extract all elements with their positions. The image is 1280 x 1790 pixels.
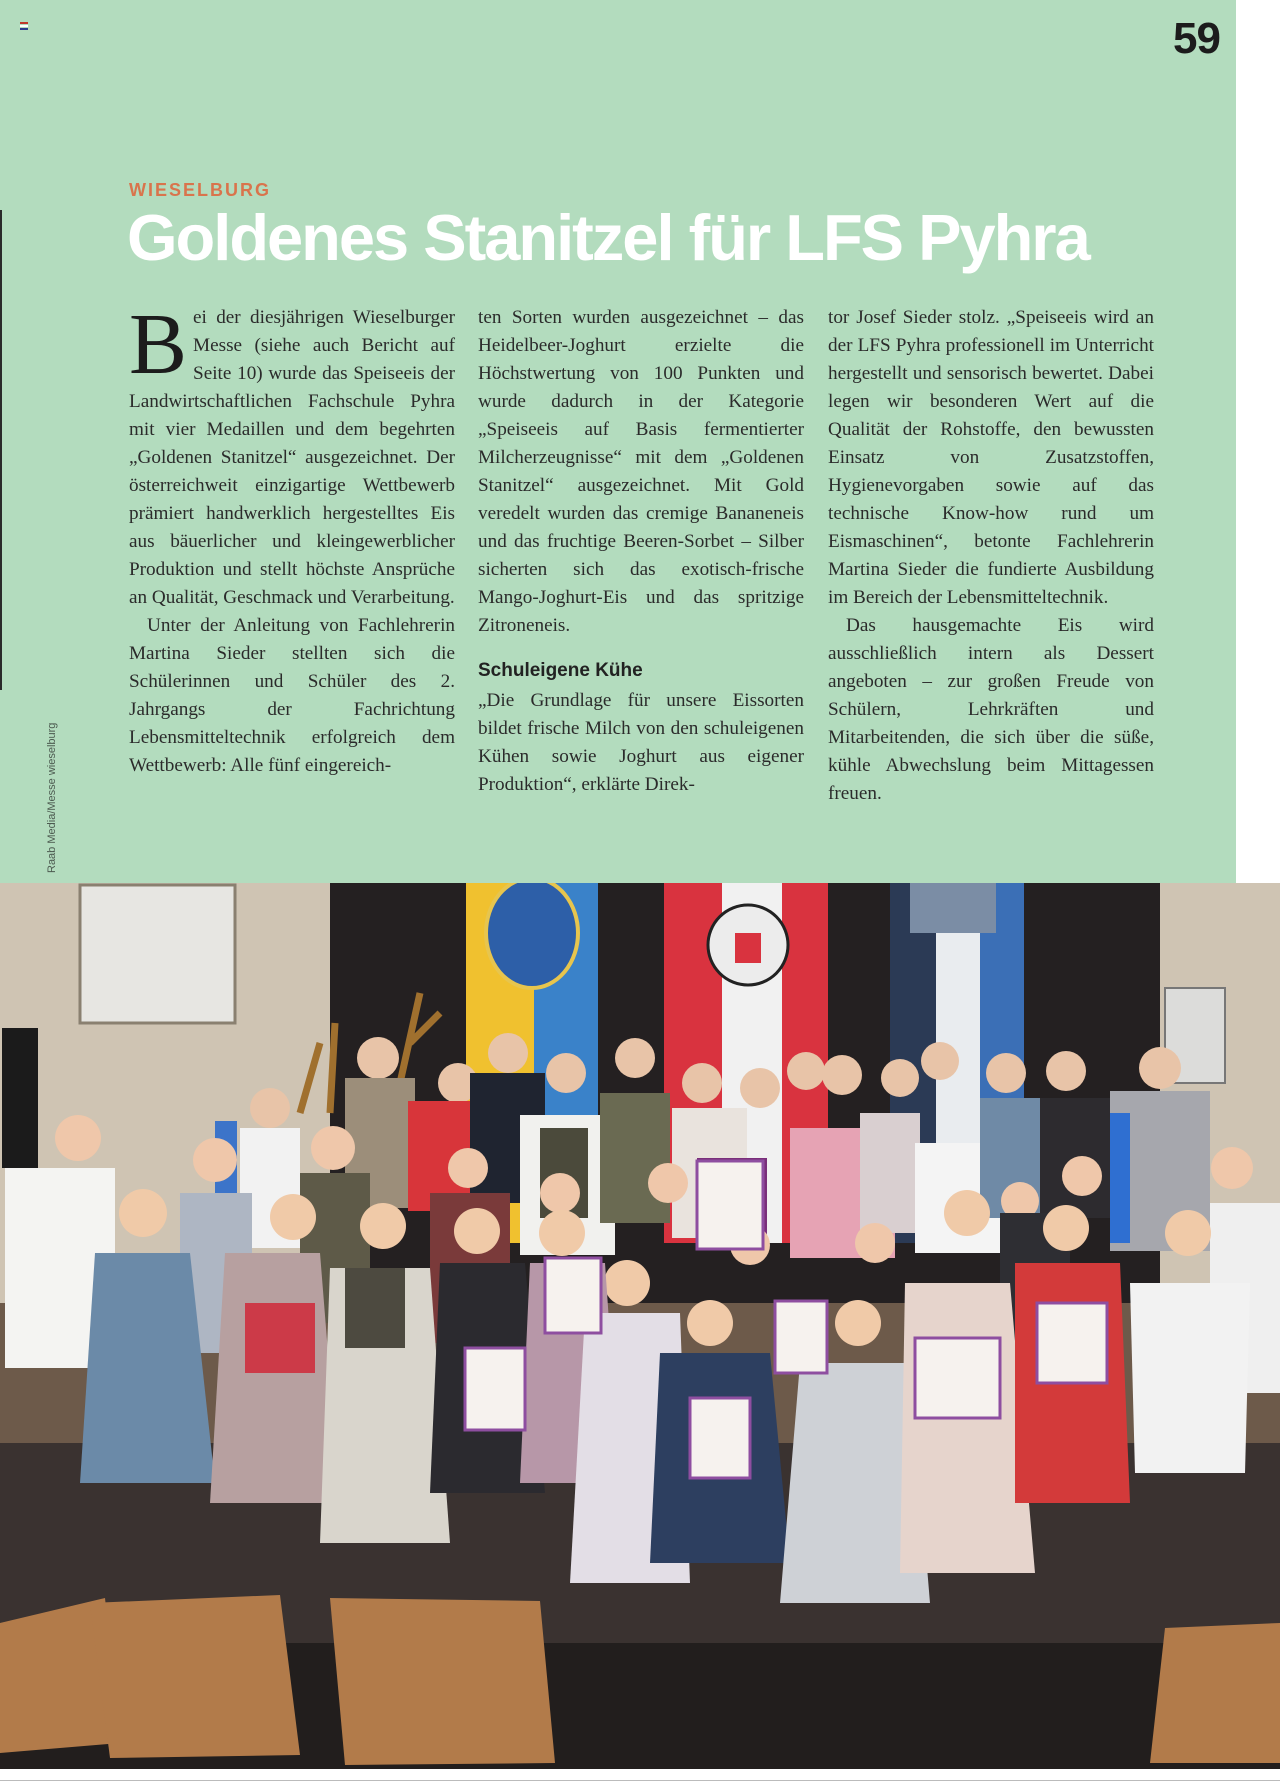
article-column-1 [129, 295, 455, 780]
subheading: Schuleigene Kühe [478, 660, 643, 681]
article-column-2 [478, 304, 804, 799]
page-rule [0, 1780, 1280, 1781]
paragraph: tor Josef Sieder stolz. „Speiseeis wird an der LFS Pyhra professionell im Unterricht hergestellt und sensorisch bewertet. Dabei legen wir besonderen Wert auf die Qualität der Rohstoffe, den bewussten Einsatz von Zusatzstoffen, Hygienevorgaben sowie auf das technische Know-how rund um Eismaschinen“, betonte Fachlehrerin Martina Sieder die fundierte Ausbildung im Bereich der Lebensmitteltechnik. [828, 307, 1154, 608]
paragraph: Bei der diesjährigen Wieselburger Messe (siehe auch Bericht auf Seite 10) wurde das Speiseeis der Landwirtschaftlichen Fachschule Pyhra mit vier Medaillen und dem begehrten „Goldenen Stanitzel“ ausgezeichnet. Der österreichweit einzigartige Wettbewerb prämiert handwerklich hergestelltes Eis aus bäuerlicher und kleingewerblicher Produktion und stellt höchste Ansprüche an Qualität, Geschmack und Verarbeitung. [129, 295, 455, 608]
paragraph: „Die Grundlage für unsere Eissorten bildet frische Milch von den schuleigenen Kühen sowie Joghurt aus eigener Produktion“, erklärte Direk- [478, 690, 804, 795]
headline: Goldenes Stanitzel für LFS Pyhra [127, 201, 1089, 274]
flag-icon [20, 22, 28, 29]
margin-rule [0, 210, 2, 690]
article-column-3 [828, 304, 1154, 808]
paragraph: Das hausgemachte Eis wird ausschließlich intern als Dessert angeboten – zur großen Freude von Schülern, Lehrkräften und Mitarbeitenden, die sich über die süße, kühle Abwechslung beim Mittagessen freuen. [828, 615, 1154, 804]
paragraph: ten Sorten wurden ausgezeichnet – das Heidelbeer-Joghurt erzielte die Höchstwertung von 100 Punkten und wurde dadurch in der Kategorie „Speiseeis auf Basis fermentierter Milcherzeugnisse“ mit dem „Goldenen Stanitzel“ ausgezeichnet. Mit Gold veredelt wurden das cremige Bananeneis und das fruchtige Beeren-Sorbet – Silber sicherten sich das exotisch-frische Mango-Joghurt-Eis und das spritzige Zitroneneis. [478, 307, 804, 636]
photo-credit: Raab Media/Messe wieselburg [46, 722, 58, 873]
group-photo [0, 883, 1280, 1769]
paragraph: Unter der Anleitung von Fachlehrerin Martina Sieder stellten sich die Schülerinnen und Schüler des 2. Jahrgangs der Fachrichtung Lebensmitteltechnik erfolgreich dem Wettbewerb: Alle fünf eingereich- [129, 615, 455, 776]
kicker: WIESELBURG [129, 180, 272, 200]
page-number: 59 [1173, 14, 1220, 63]
drop-cap: B [129, 295, 188, 392]
